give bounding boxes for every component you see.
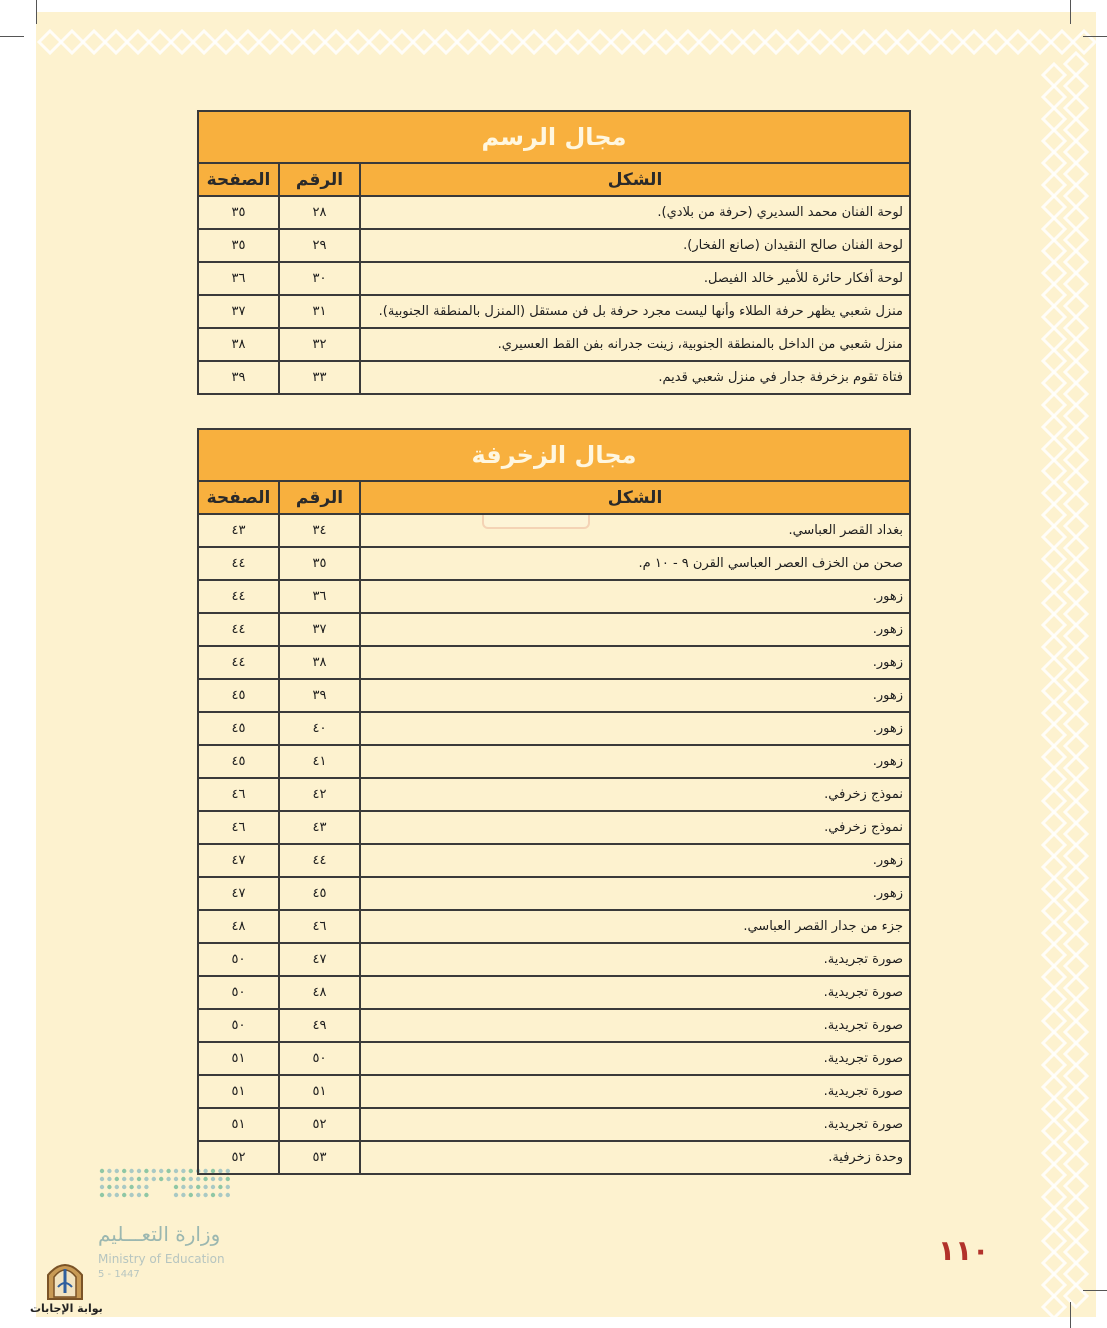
page-number-cell: ٤٨ <box>198 910 279 943</box>
figure-description-cell: جزء من جدار القصر العباسي. <box>360 910 910 943</box>
column-header-number: الرقم <box>279 481 360 514</box>
crop-mark <box>1070 0 1071 24</box>
page-number-cell: ٥٠ <box>198 1009 279 1042</box>
figure-number-cell: ٥٣ <box>279 1141 360 1174</box>
figure-number-cell: ٣٣ <box>279 361 360 394</box>
page-number-cell: ٣٩ <box>198 361 279 394</box>
table-row <box>198 328 910 361</box>
figure-description-cell: لوحة أفكار حائرة للأمير خالد الفيصل. <box>360 262 910 295</box>
figure-description-cell: صحن من الخزف العصر العباسي القرن ٩ - ١٠ م. <box>360 547 910 580</box>
figure-number-cell: ٤٠ <box>279 712 360 745</box>
figure-number-cell: ٤٩ <box>279 1009 360 1042</box>
decoration-index-table <box>197 428 911 1175</box>
figure-description-cell: صورة تجريدية. <box>360 1009 910 1042</box>
page-number-cell: ٤٧ <box>198 877 279 910</box>
figure-description-cell: صورة تجريدية. <box>360 1042 910 1075</box>
column-header-page: الصفحة <box>198 481 279 514</box>
figure-number-cell: ٣٥ <box>279 547 360 580</box>
table-header-row <box>198 481 910 514</box>
figure-number-cell: ٤٣ <box>279 811 360 844</box>
table-row <box>198 580 910 613</box>
figure-number-cell: ٤٨ <box>279 976 360 1009</box>
table-row <box>198 976 910 1009</box>
table-row <box>198 547 910 580</box>
figure-description-cell: زهور. <box>360 712 910 745</box>
answers-portal-logo-icon <box>44 1257 86 1301</box>
table-row <box>198 844 910 877</box>
page-number-cell: ٣٥ <box>198 229 279 262</box>
figure-description-cell: صورة تجريدية. <box>360 1075 910 1108</box>
figure-number-cell: ٣٦ <box>279 580 360 613</box>
figure-description-cell: منزل شعبي من الداخل بالمنطقة الجنوبية، زينت جدرانه بفن القط العسيري. <box>360 328 910 361</box>
page-number-cell: ٤٤ <box>198 613 279 646</box>
ministry-name-english: Ministry of Education <box>98 1252 225 1266</box>
figure-description-cell: صورة تجريدية. <box>360 1108 910 1141</box>
table-row <box>198 811 910 844</box>
figure-number-cell: ٢٨ <box>279 196 360 229</box>
table-row <box>198 679 910 712</box>
table-row <box>198 877 910 910</box>
page-number-cell: ٤٥ <box>198 679 279 712</box>
figure-number-cell: ٣٧ <box>279 613 360 646</box>
figure-description-cell: فتاة تقوم بزخرفة جدار في منزل شعبي قديم. <box>360 361 910 394</box>
page-number-cell: ٤٣ <box>198 514 279 547</box>
figure-description-cell: زهور. <box>360 679 910 712</box>
page-number-cell: ٥٠ <box>198 976 279 1009</box>
crop-mark <box>1070 1302 1071 1328</box>
page-number-cell: ٣٥ <box>198 196 279 229</box>
table-row <box>198 646 910 679</box>
crop-mark <box>1083 36 1107 37</box>
page-number-cell: ٤٦ <box>198 778 279 811</box>
figure-number-cell: ٤٢ <box>279 778 360 811</box>
figure-number-cell: ٤٧ <box>279 943 360 976</box>
column-header-page: الصفحة <box>198 163 279 196</box>
figure-description-cell: منزل شعبي يظهر حرفة الطلاء وأنها ليست مجرد حرفة بل فن مستقل (المنزل بالمنطقة الجنوبية). <box>360 295 910 328</box>
table-row <box>198 514 910 547</box>
page-number-cell: ٥١ <box>198 1075 279 1108</box>
table-row <box>198 712 910 745</box>
table-row <box>198 295 910 328</box>
figure-number-cell: ٣٤ <box>279 514 360 547</box>
figure-description-cell: بغداد القصر العباسي. <box>360 514 910 547</box>
crop-mark <box>36 0 37 24</box>
table-row <box>198 943 910 976</box>
ministry-year: 5 - 1447 <box>98 1269 140 1280</box>
figure-number-cell: ٤٦ <box>279 910 360 943</box>
figure-description-cell: نموذج زخرفي. <box>360 811 910 844</box>
figure-number-cell: ٤١ <box>279 745 360 778</box>
table-row <box>198 1075 910 1108</box>
section-title: مجال الرسم <box>198 111 910 163</box>
page-number-cell: ٤٤ <box>198 646 279 679</box>
answers-portal-label: بوابة الإجابات <box>30 1302 103 1315</box>
page-number-cell: ٥١ <box>198 1108 279 1141</box>
ministry-name-arabic: وزارة التعـــليم <box>98 1222 221 1246</box>
page-number-cell: ٤٥ <box>198 712 279 745</box>
figure-description-cell: لوحة الفنان محمد السديري (حرفة من بلادي). <box>360 196 910 229</box>
figure-number-cell: ٣٠ <box>279 262 360 295</box>
table-row <box>198 1141 910 1174</box>
crop-mark <box>0 36 24 37</box>
table-row <box>198 196 910 229</box>
page-number-cell: ٥٠ <box>198 943 279 976</box>
figure-description-cell: صورة تجريدية. <box>360 943 910 976</box>
figure-description-cell: زهور. <box>360 613 910 646</box>
figure-number-cell: ٣٩ <box>279 679 360 712</box>
table-row <box>198 613 910 646</box>
figure-description-cell: زهور. <box>360 646 910 679</box>
page-number-cell: ٤٤ <box>198 547 279 580</box>
column-header-shape: الشكل <box>360 481 910 514</box>
figure-number-cell: ٥١ <box>279 1075 360 1108</box>
page-number-cell: ٣٧ <box>198 295 279 328</box>
table-row <box>198 745 910 778</box>
figure-description-cell: لوحة الفنان صالح النقيدان (صانع الفخار). <box>360 229 910 262</box>
figure-description-cell: نموذج زخرفي. <box>360 778 910 811</box>
figure-number-cell: ٥٢ <box>279 1108 360 1141</box>
figure-number-cell: ٥٠ <box>279 1042 360 1075</box>
table-row <box>198 229 910 262</box>
column-header-number: الرقم <box>279 163 360 196</box>
figure-description-cell: وحدة زخرفية. <box>360 1141 910 1174</box>
drawing-index-table <box>197 110 911 395</box>
figure-number-cell: ٢٩ <box>279 229 360 262</box>
table-row <box>198 1009 910 1042</box>
page-number-cell: ٤٥ <box>198 745 279 778</box>
page-number-cell: ٥٢ <box>198 1141 279 1174</box>
page-number: ١١٠ <box>938 1234 990 1267</box>
figure-number-cell: ٣١ <box>279 295 360 328</box>
figure-number-cell: ٤٥ <box>279 877 360 910</box>
table-row <box>198 1108 910 1141</box>
figure-description-cell: صورة تجريدية. <box>360 976 910 1009</box>
figure-number-cell: ٤٤ <box>279 844 360 877</box>
table-row <box>198 910 910 943</box>
page-number-cell: ٤٤ <box>198 580 279 613</box>
column-header-shape: الشكل <box>360 163 910 196</box>
table-row <box>198 778 910 811</box>
figure-description-cell: زهور. <box>360 877 910 910</box>
page-number-cell: ٣٨ <box>198 328 279 361</box>
figure-description-cell: زهور. <box>360 844 910 877</box>
crop-mark <box>1083 1290 1107 1291</box>
figure-description-cell: زهور. <box>360 580 910 613</box>
page-number-cell: ٥١ <box>198 1042 279 1075</box>
table-row <box>198 361 910 394</box>
table-row <box>198 262 910 295</box>
figure-number-cell: ٣٢ <box>279 328 360 361</box>
figure-number-cell: ٣٨ <box>279 646 360 679</box>
page-number-cell: ٤٧ <box>198 844 279 877</box>
table-row <box>198 1042 910 1075</box>
table-header-row <box>198 163 910 196</box>
page-number-cell: ٣٦ <box>198 262 279 295</box>
section-title: مجال الزخرفة <box>198 429 910 481</box>
figure-description-cell: زهور. <box>360 745 910 778</box>
page-number-cell: ٤٦ <box>198 811 279 844</box>
